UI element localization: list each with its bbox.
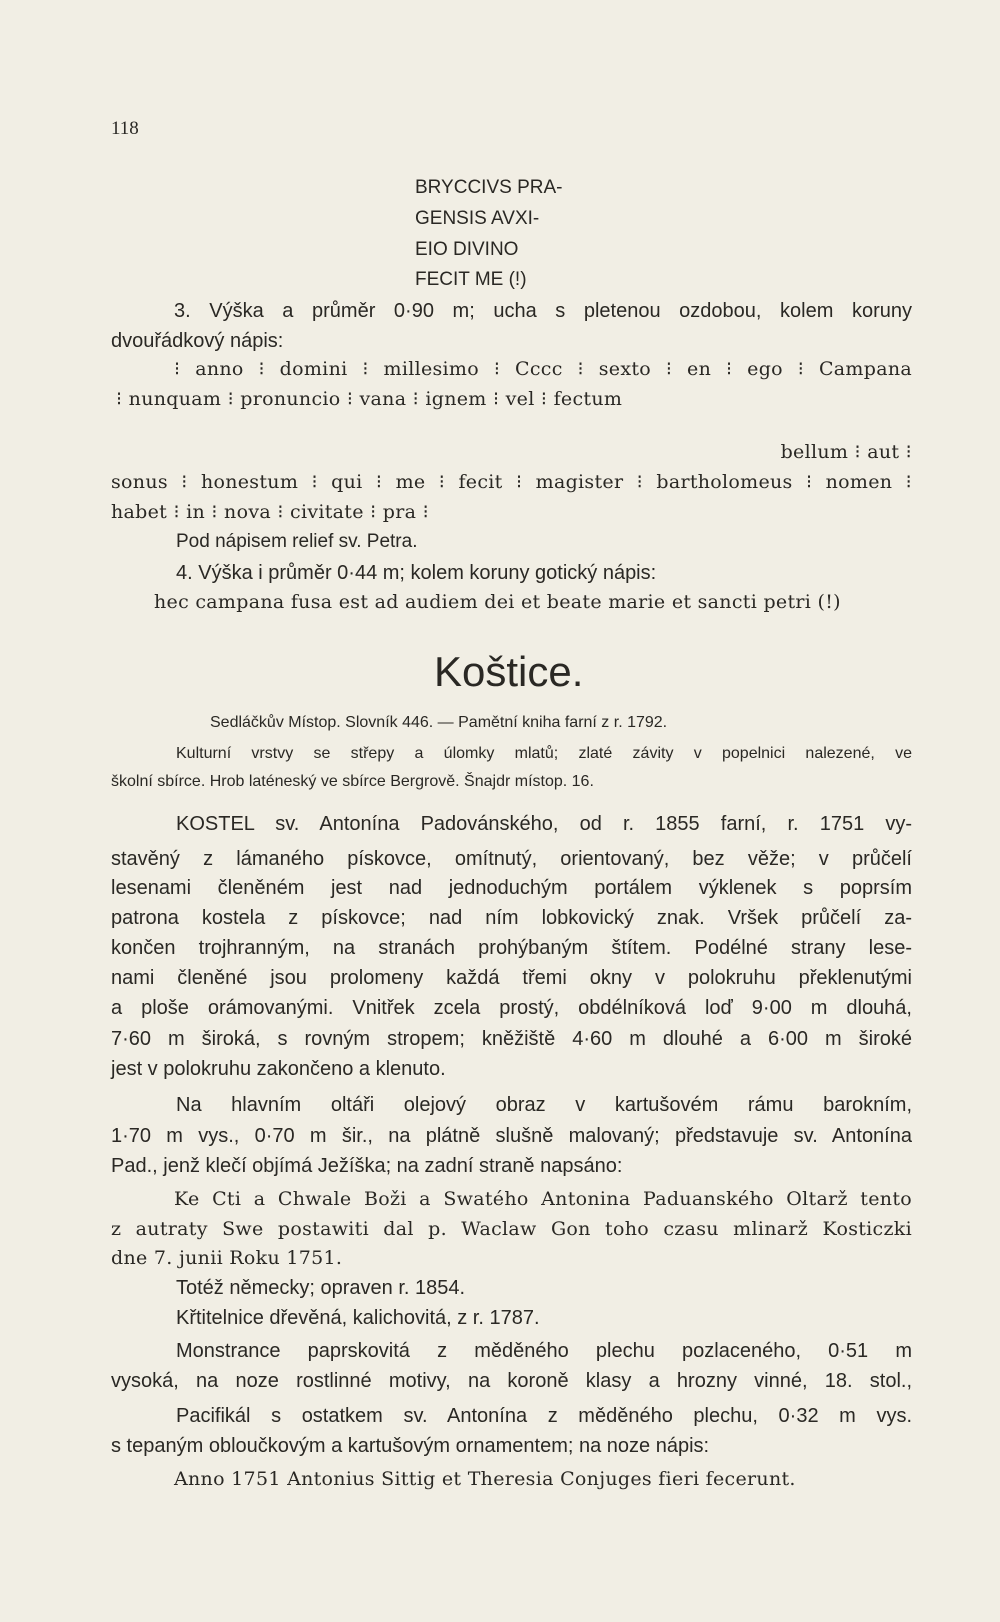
reference-line: školní sbírce. Hrob laténeský ve sbírce Bergrově. Šnajdr místop. 16.	[111, 773, 594, 790]
gothic-inscription-line: sonus ⁝ honestum ⁝ qui ⁝ me ⁝ fecit ⁝ magister ⁝ bartholomeus ⁝ nomen ⁝	[111, 471, 912, 493]
gothic-inscription-line: z autraty Swe postawiti dal p. Waclaw Gon toho czasu mlinarž Kosticzki	[111, 1218, 912, 1240]
pacifikal-line: s tepaným obloučkovým a kartušovým ornamentem; na noze nápis:	[111, 1435, 710, 1457]
gothic-inscription-line: bellum ⁝ aut ⁝	[780, 441, 912, 463]
kostel-paragraph-line: lesenami členěném jest nad jednoduchým portálem výklenek s poprsím	[111, 877, 912, 899]
bell-inscription-line: EIO DIVINO	[415, 239, 519, 260]
relief-note: Pod nápisem relief sv. Petra.	[176, 531, 418, 552]
gothic-inscription-line: dne 7. junii Roku 1751.	[111, 1247, 343, 1269]
section-title: Koštice.	[434, 648, 584, 695]
gothic-inscription-line: ⁝ nunquam ⁝ pronuncio ⁝ vana ⁝ ignem ⁝ vel ⁝ fectum	[116, 388, 623, 410]
monstrance-line: Monstrance paprskovitá z měděného plechu pozlaceného, 0·51 m	[176, 1340, 912, 1362]
kostel-paragraph-line: KOSTEL sv. Antonína Padovánského, od r. 1855 farní, r. 1751 vy-	[176, 813, 912, 835]
gothic-inscription-line: hec campana fusa est ad audiem dei et beate marie et sancti petri (!)	[154, 591, 841, 613]
item4-text: 4. Výška i průměr 0·44 m; kolem koruny gotický nápis:	[176, 562, 657, 584]
kostel-paragraph-line: 7·60 m široká, s rovným stropem; kněžiště 4·60 m dlouhé a 6·00 m široké	[111, 1028, 912, 1050]
gothic-inscription-line: ⁝ anno ⁝ domini ⁝ millesimo ⁝ Cccc ⁝ sexto ⁝ en ⁝ ego ⁝ Campana	[174, 358, 912, 380]
kostel-paragraph-line: patrona kostela z pískovce; nad ním lobkovický znak. Vršek průčelí za-	[111, 907, 912, 929]
kostel-paragraph-line: a ploše orámovanými. Vnitřek zcela prostý, obdélníková loď 9·00 m dlouhá,	[111, 997, 912, 1019]
oltar-paragraph-line: Pad., jenž klečí objímá Ježíška; na zadní straně napsáno:	[111, 1155, 623, 1177]
gothic-inscription-line: habet ⁝ in ⁝ nova ⁝ civitate ⁝ pra ⁝	[111, 501, 429, 523]
krtitelnice-line: Křtitelnice dřevěná, kalichovitá, z r. 1787.	[176, 1307, 540, 1329]
page-number: 118	[111, 118, 139, 139]
reference-line: Kulturní vrstvy se střepy a úlomky mlatů; zlaté závity v popelnici nalezené, ve	[176, 745, 912, 762]
item3-text: 3. Výška a průměr 0·90 m; ucha s pletenou ozdobou, kolem koruny	[174, 300, 912, 322]
oltar-paragraph-line: Na hlavním oltáři olejový obraz v kartušovém rámu barokním,	[176, 1094, 912, 1116]
kostel-paragraph-line: končen trojhranným, na stranách prohýbaným štítem. Podélné strany lese-	[111, 937, 912, 959]
pacifikal-line: Pacifikál s ostatkem sv. Antonína z měděného plechu, 0·32 m vys.	[176, 1405, 912, 1427]
kostel-paragraph-line: nami členěné jsou prolomeny každá třemi okny v polokruhu překlenutými	[111, 967, 912, 989]
bell-inscription-line: BRYCCIVS PRA-	[415, 177, 563, 198]
gothic-inscription-line: Anno 1751 Antonius Sittig et Theresia Conjuges fieri fecerunt.	[174, 1468, 796, 1490]
oltar-paragraph-line: 1·70 m vys., 0·70 m šir., na plátně slušně malovaný; představuje sv. Antonína	[111, 1125, 912, 1147]
kostel-paragraph-line: stavěný z lámaného pískovce, omítnutý, orientovaný, bez věže; v průčelí	[111, 848, 912, 870]
bell-inscription-line: FECIT ME (!)	[415, 269, 527, 290]
gothic-inscription-line: Ke Cti a Chwale Boži a Swatého Antonina Paduanského Oltarž tento	[174, 1188, 912, 1210]
totez-line: Totéž německy; opraven r. 1854.	[176, 1277, 466, 1299]
bell-inscription-line: GENSIS AVXI-	[415, 208, 540, 229]
item3-text: dvouřádkový nápis:	[111, 330, 284, 352]
kostel-paragraph-line: jest v polokruhu zakončeno a klenuto.	[111, 1058, 446, 1080]
monstrance-line: vysoká, na noze rostlinné motivy, na koroně klasy a hrozny vinné, 18. stol.,	[111, 1370, 912, 1392]
reference-line: Sedláčkův Místop. Slovník 446. — Pamětní kniha farní z r. 1792.	[210, 714, 668, 731]
